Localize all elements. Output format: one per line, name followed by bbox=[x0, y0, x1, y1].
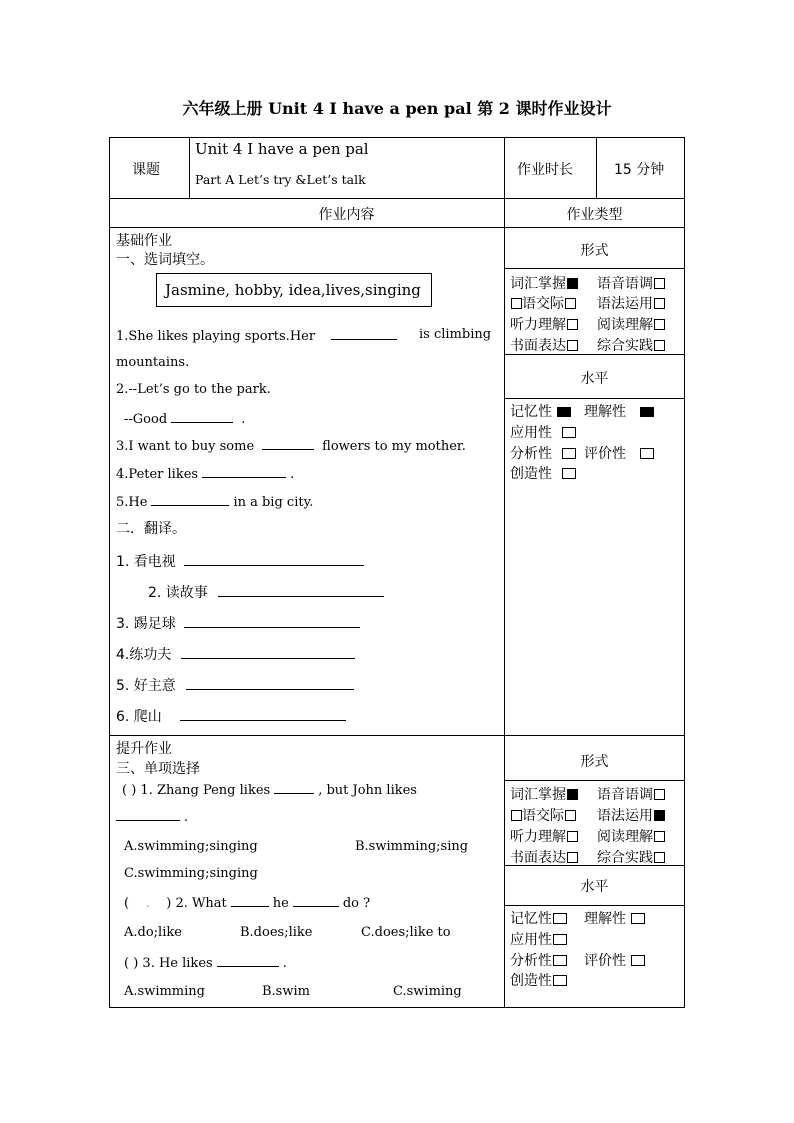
translation-5: 5. 好主意 bbox=[116, 675, 358, 695]
type1-evaluation: 评价性 bbox=[584, 443, 654, 463]
checkbox-empty bbox=[553, 975, 567, 986]
checkbox-empty bbox=[654, 831, 665, 842]
translation-4: 4.练功夫 bbox=[116, 644, 359, 664]
table-divider bbox=[504, 780, 685, 781]
part1-title: 一、选词填空。 bbox=[116, 252, 214, 268]
checkbox-checked bbox=[557, 407, 571, 417]
option-2a: A.do;like bbox=[124, 925, 182, 940]
table-divider bbox=[504, 905, 685, 906]
mc-question-2: ( . ) 2. What he do ? bbox=[124, 896, 371, 911]
topic-label: 课题 bbox=[132, 162, 160, 178]
page-title: 六年级上册 Unit 4 I have a pen pal 第 2 课时作业设计 bbox=[182, 99, 612, 118]
answer-blank bbox=[274, 781, 314, 794]
checkbox-empty bbox=[562, 427, 576, 438]
checkbox-empty bbox=[567, 852, 578, 863]
unit-part: Part A Let’s try &Let’s talk bbox=[195, 172, 366, 187]
answer-blank bbox=[184, 615, 360, 628]
question-2b: --Good . bbox=[124, 412, 246, 427]
type2-application: 应用性 bbox=[510, 929, 567, 949]
mc-question-1: ( ) 1. Zhang Peng likes , but John likes bbox=[122, 783, 417, 798]
checkbox-empty bbox=[553, 934, 567, 945]
checkbox-empty bbox=[567, 319, 578, 330]
option-3a: A.swimming bbox=[124, 984, 205, 999]
checkbox-empty bbox=[567, 831, 578, 842]
type1-practice: 综合实践 bbox=[597, 335, 665, 355]
type2-phonetics: 语音语调 bbox=[597, 784, 665, 804]
checkbox-empty bbox=[640, 448, 654, 459]
type1-memory: 记忆性 bbox=[510, 401, 571, 421]
checkbox-empty bbox=[654, 298, 665, 309]
type1-reading: 阅读理解 bbox=[597, 314, 665, 334]
type1-phonetics: 语音语调 bbox=[597, 273, 665, 293]
type2-understanding: 理解性 bbox=[584, 908, 645, 928]
level-label-2: 水平 bbox=[580, 879, 609, 895]
type1-analysis: 分析性 bbox=[510, 443, 576, 463]
answer-blank bbox=[180, 708, 346, 721]
part3-title: 三、单项选择 bbox=[116, 761, 200, 777]
mc-question-3: ( ) 3. He likes . bbox=[124, 956, 287, 971]
question-1c: mountains. bbox=[116, 355, 190, 370]
content-header: 作业内容 bbox=[318, 207, 375, 223]
type2-practice: 综合实践 bbox=[597, 847, 665, 867]
translation-2: 2. 读故事 bbox=[148, 582, 388, 602]
type1-application: 应用性 bbox=[510, 422, 576, 442]
duration-label: 作业时长 bbox=[517, 162, 573, 178]
checkbox-empty bbox=[562, 468, 576, 479]
question-2a: 2.--Let’s go to the park. bbox=[116, 382, 271, 397]
type1-understanding: 理解性 bbox=[584, 401, 654, 421]
checkbox-empty bbox=[562, 448, 576, 459]
answer-blank bbox=[218, 584, 384, 597]
form-label-1: 形式 bbox=[580, 243, 609, 259]
option-1c: C.swimming;singing bbox=[124, 866, 258, 881]
form-label-2: 形式 bbox=[580, 754, 609, 770]
checkbox-empty bbox=[654, 319, 665, 330]
type-header: 作业类型 bbox=[566, 207, 623, 223]
type2-grammar: 语法运用 bbox=[597, 805, 665, 825]
table-divider bbox=[109, 198, 685, 199]
checkbox-checked bbox=[567, 789, 578, 800]
checkbox-empty bbox=[654, 278, 665, 289]
type1-listening: 听力理解 bbox=[510, 314, 578, 334]
checkbox-checked bbox=[567, 278, 578, 289]
checkbox-empty bbox=[654, 852, 665, 863]
question-1a: 1.She likes playing sports.Her bbox=[116, 327, 401, 344]
answer-blank bbox=[116, 808, 180, 821]
answer-blank bbox=[262, 437, 314, 450]
option-1b: B.swimming;sing bbox=[355, 839, 469, 854]
checkbox-empty bbox=[654, 789, 665, 800]
type2-memory: 记忆性 bbox=[510, 908, 567, 928]
answer-blank bbox=[151, 493, 229, 506]
type2-vocab: 词汇掌握 bbox=[510, 784, 578, 804]
option-3b: B.swim bbox=[262, 984, 310, 999]
checkbox-empty bbox=[631, 955, 645, 966]
question-4: 4.Peter likes . bbox=[116, 467, 295, 482]
checkbox-empty bbox=[565, 298, 576, 309]
table-divider bbox=[504, 398, 685, 399]
answer-blank bbox=[293, 894, 339, 907]
option-2c: C.does;like to bbox=[361, 925, 451, 940]
checkbox-empty bbox=[511, 810, 522, 821]
translation-3: 3. 踢足球 bbox=[116, 613, 364, 633]
level-label-1: 水平 bbox=[580, 371, 609, 387]
part2-title: 二．翻译。 bbox=[116, 521, 186, 537]
question-1b: is climbing bbox=[419, 327, 492, 342]
duration-value: 15 分钟 bbox=[614, 162, 665, 178]
checkbox-empty bbox=[631, 913, 645, 924]
question-3: 3.I want to buy some flowers to my mother. bbox=[116, 439, 466, 454]
table-divider bbox=[596, 137, 597, 198]
answer-blank bbox=[202, 465, 286, 478]
option-2b: B.does;like bbox=[240, 925, 313, 940]
answer-blank bbox=[181, 646, 355, 659]
translation-1: 1. 看电视 bbox=[116, 551, 368, 571]
type2-reading: 阅读理解 bbox=[597, 826, 665, 846]
checkbox-checked bbox=[640, 407, 654, 417]
checkbox-empty bbox=[511, 298, 522, 309]
checkbox-empty bbox=[553, 913, 567, 924]
answer-blank bbox=[231, 894, 269, 907]
type1-communication: 语交际 bbox=[510, 293, 576, 313]
option-1a: A.swimming;singing bbox=[124, 839, 258, 854]
answer-blank bbox=[217, 954, 279, 967]
type2-listening: 听力理解 bbox=[510, 826, 578, 846]
question-5: 5.He in a big city. bbox=[116, 495, 314, 510]
table-divider bbox=[504, 268, 685, 269]
type1-creativity: 创造性 bbox=[510, 463, 576, 483]
answer-blank bbox=[331, 327, 397, 340]
advanced-section-label: 提升作业 bbox=[116, 741, 172, 757]
checkbox-empty bbox=[553, 955, 567, 966]
type2-creativity: 创造性 bbox=[510, 970, 567, 990]
checkbox-empty bbox=[654, 340, 665, 351]
translation-6: 6. 爬山 bbox=[116, 706, 350, 726]
type1-grammar: 语法运用 bbox=[597, 293, 665, 313]
answer-blank bbox=[184, 553, 364, 566]
type2-communication: 语交际 bbox=[510, 805, 576, 825]
type1-vocab: 词汇掌握 bbox=[510, 273, 578, 293]
unit-title: Unit 4 I have a pen pal bbox=[195, 140, 369, 158]
table-divider bbox=[109, 735, 685, 736]
option-3c: C.swiming bbox=[393, 984, 462, 999]
basic-section-label: 基础作业 bbox=[116, 233, 172, 249]
checkbox-empty bbox=[565, 810, 576, 821]
checkbox-checked bbox=[654, 810, 665, 821]
mc-question-1-end: . bbox=[116, 808, 188, 825]
type2-analysis: 分析性 bbox=[510, 950, 567, 970]
type2-writing: 书面表达 bbox=[510, 847, 578, 867]
table-divider bbox=[189, 137, 190, 198]
table-divider bbox=[109, 227, 685, 228]
word-bank: Jasmine, hobby, idea,lives,singing bbox=[165, 281, 421, 299]
answer-blank bbox=[186, 677, 354, 690]
answer-blank bbox=[171, 410, 233, 423]
checkbox-empty bbox=[567, 340, 578, 351]
type2-evaluation: 评价性 bbox=[584, 950, 645, 970]
type1-writing: 书面表达 bbox=[510, 335, 578, 355]
